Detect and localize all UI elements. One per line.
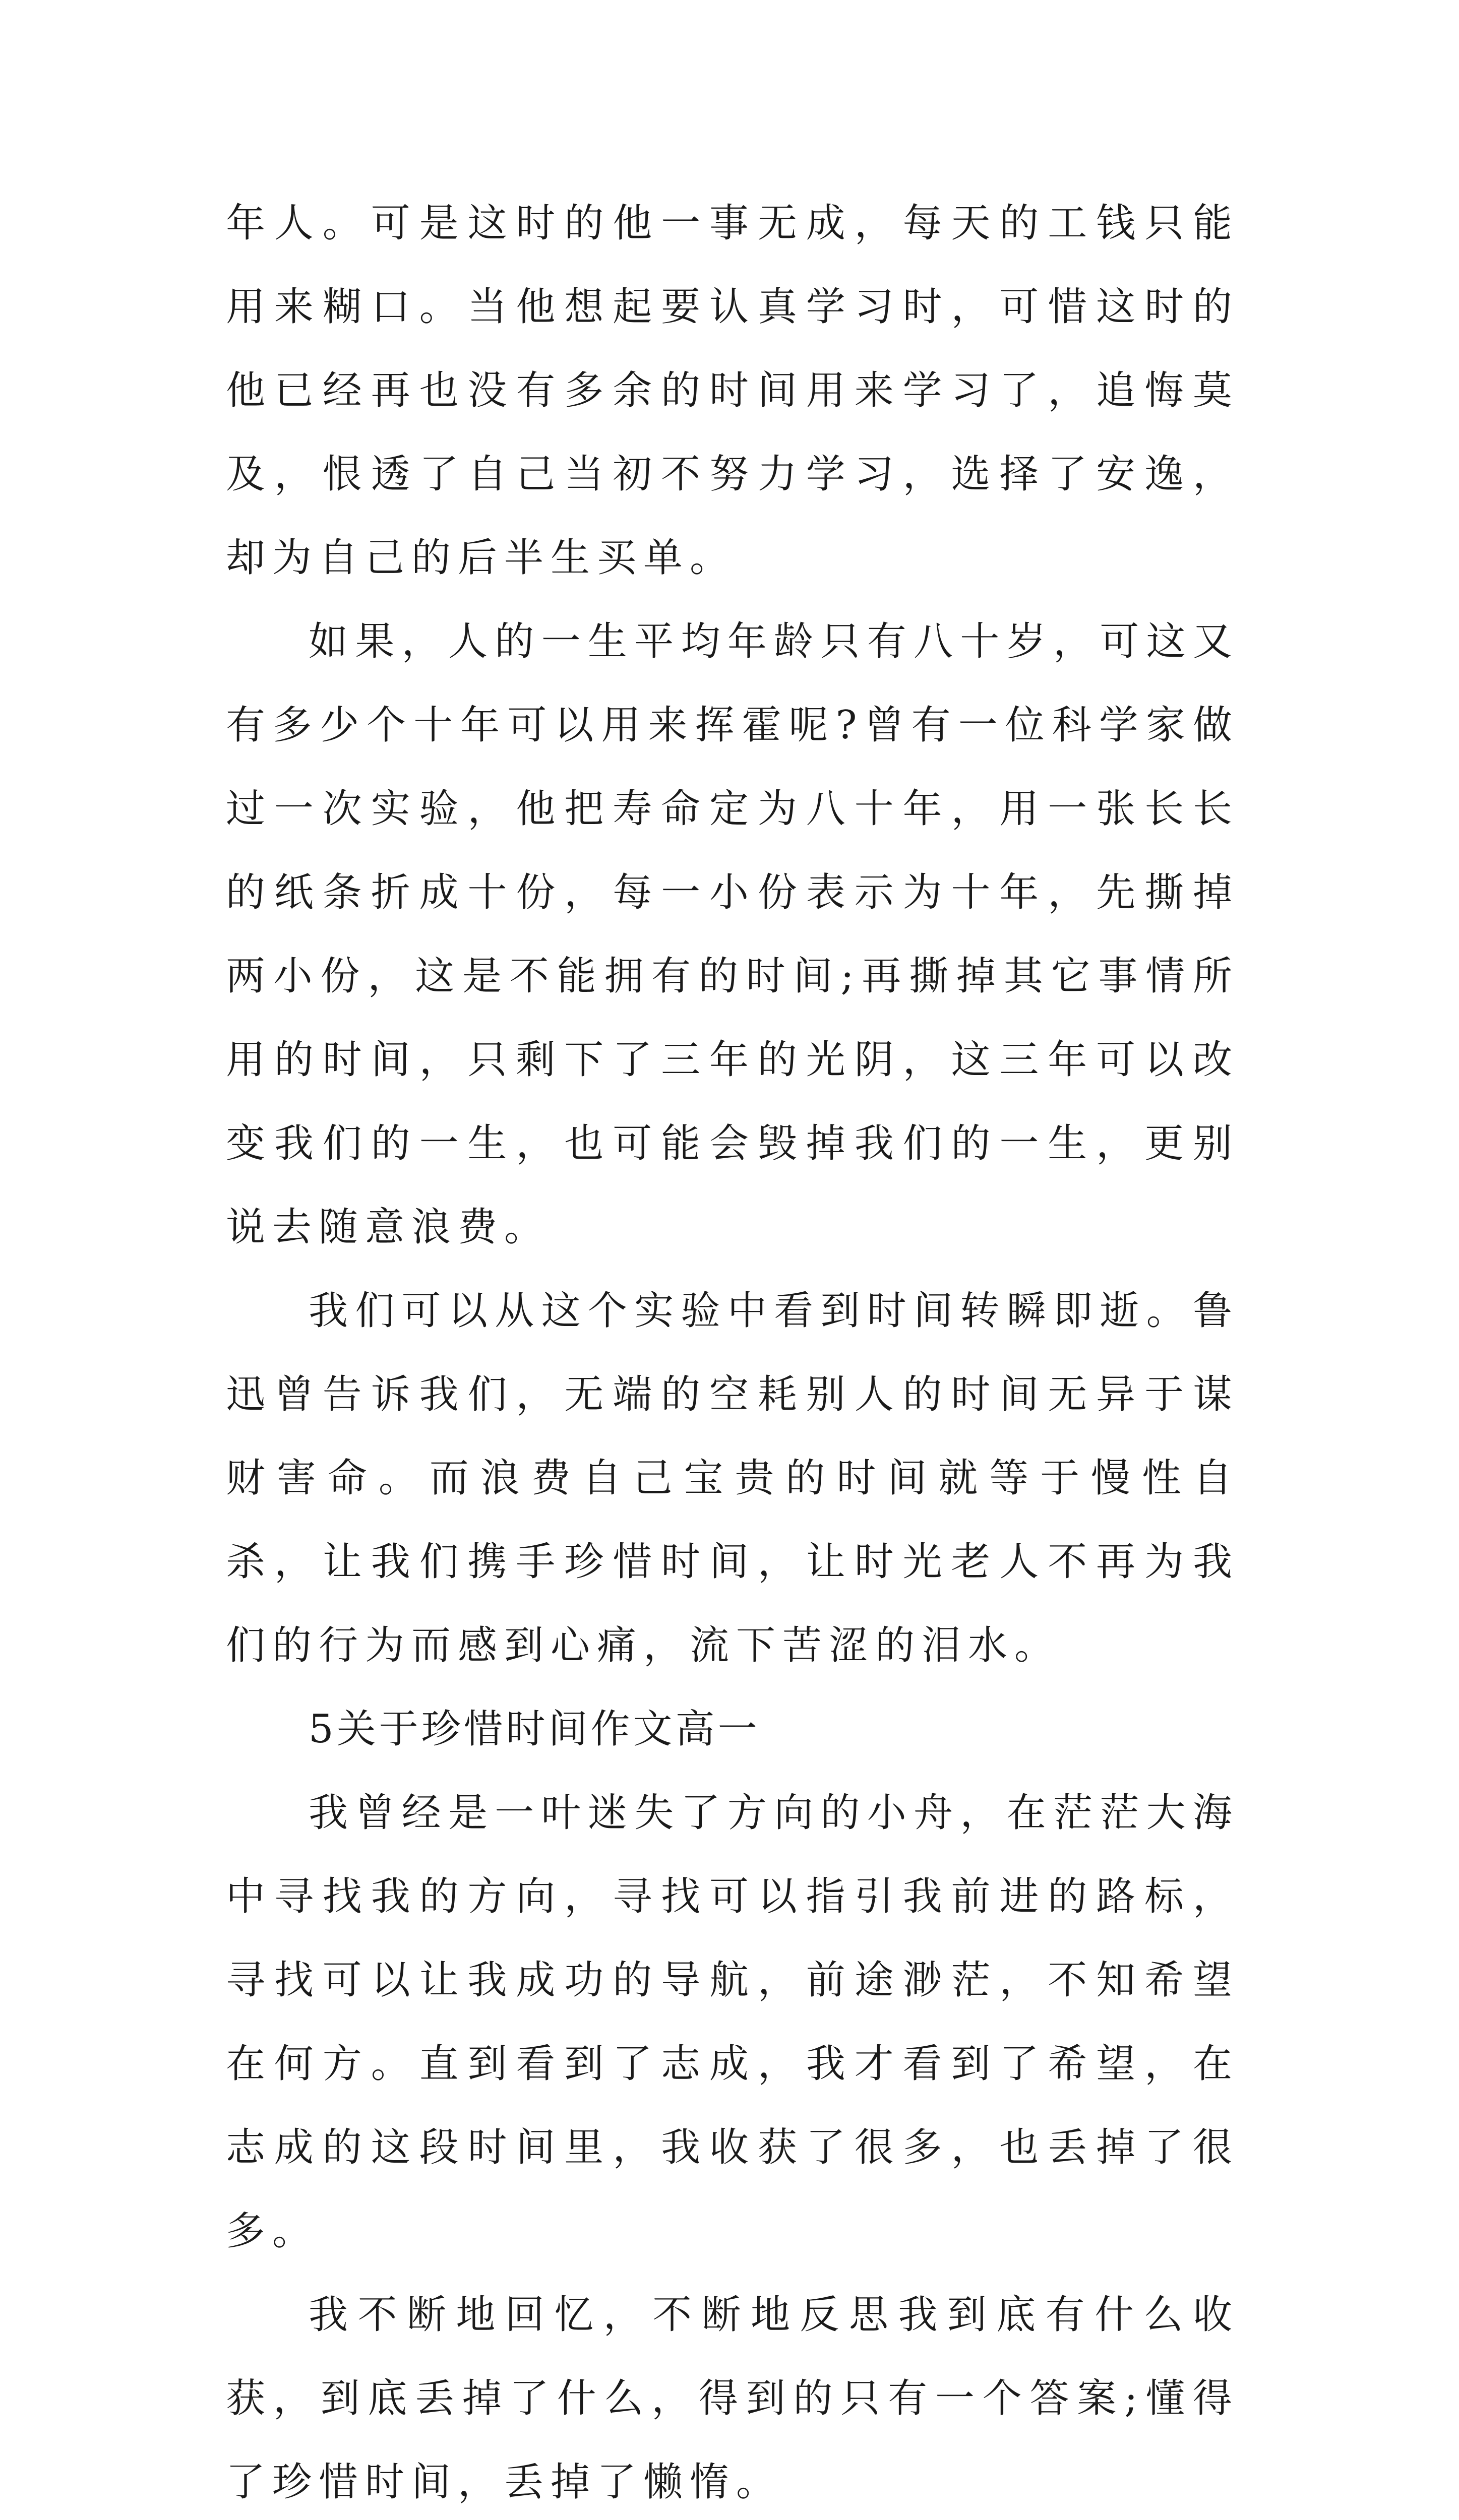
section-heading: 5关于珍惜时间作文高一 bbox=[309, 1707, 760, 1752]
document-body bbox=[226, 181, 1239, 2520]
paragraph: 我们可以从这个实验中看到时间转瞬即逝。鲁迅曾告诉我们，无端的空耗别人的时间无异于谋财害命。而浪费自己宝贵的时间就等于慢性自杀，让我们携手珍惜时间，让时光老人不再为我们的行为而感到心痛，流下苦涩的泪水。 bbox=[226, 1288, 1239, 1668]
paragraph: 我不断地回忆，不断地反思我到底有什么收获，到底丢掉了什么，得到的只有一个答案;懂得了珍惜时间，丢掉了懒惰。 bbox=[226, 2292, 1239, 2505]
paragraph: 我曾经是一叶迷失了方向的小舟，在茫茫大海中寻找我的方向，寻找可以指引我前进的路标，寻找可以让我成功的导航，前途渺茫，不知希望在何方。直到看到了志成，我才看到了希望，在志成的这段时间里，我收获了很多，也丢掉了很多。 bbox=[226, 1790, 1239, 2254]
paragraph: 如果，人的一生平均年龄只有八十岁，可这又有多少个十年可以用来挥霍呢?曾有一位科学家做过一次实验，他把寿命定为八十年，用一张长长的纸条折成十份，每一小份表示为十年，先撕掉两小份，这是不能拥有的时间;再撕掉其它事情所用的时间，只剩下了三年的光阴，这三年可以改变我们的一生，也可能会毁掉我们的一生，更别说去随意浪费。 bbox=[226, 619, 1239, 1250]
paragraph-continuation: 年人。可是这时的他一事无成，每天的工钱只能用来糊口。当他想起要认真学习时，可惜这时的他已经再也没有多余的时间用来学习了，追悔莫及，恨透了自己当初不努力学习，选择了安逸，却为自己的后半生买单。 bbox=[226, 201, 1239, 581]
